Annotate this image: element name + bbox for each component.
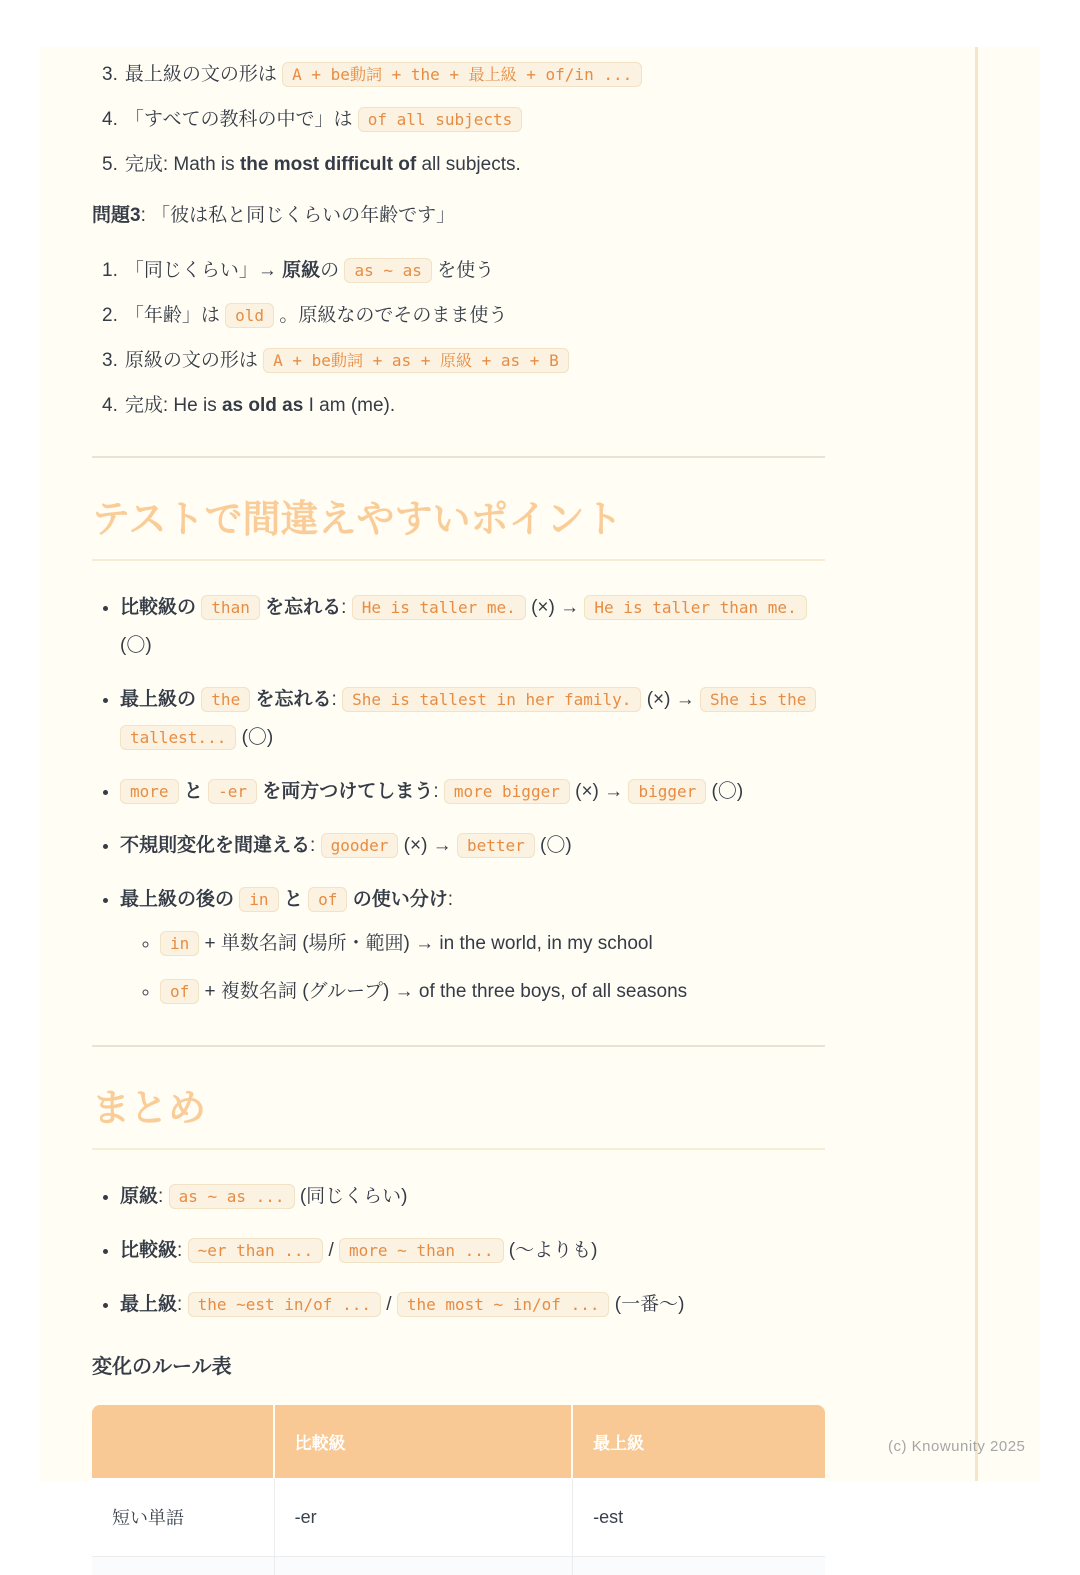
bold-text: 問題3 — [92, 205, 141, 226]
copyright-watermark: (c) Knowunity 2025 — [888, 1438, 1026, 1455]
bullet-item — [120, 1178, 825, 1216]
table-cell: -er — [275, 1478, 574, 1557]
bold-text: 原級 — [120, 1186, 159, 1207]
text-run: 完成: He is — [124, 395, 222, 416]
bold-text: の使い分け — [352, 889, 448, 910]
code-chip: A + be動詞 + the + 最上級 + of/in ... — [282, 62, 642, 87]
table-header-row — [92, 1405, 825, 1478]
text-run: 「同じくらい」→ — [124, 260, 283, 281]
rich-line — [125, 154, 521, 175]
bold-text: 最上級の — [120, 689, 197, 710]
text-run: (×) → — [398, 835, 457, 856]
code-chip: in — [239, 887, 278, 912]
list-number: 2. — [102, 305, 118, 326]
list-item — [102, 59, 825, 91]
list-number: 1. — [102, 260, 118, 281]
bold-text: 比較級 — [120, 1240, 178, 1261]
code-chip: the — [201, 687, 250, 712]
code-chip: old — [225, 303, 274, 328]
bullet-item — [120, 589, 825, 665]
table-cell: 短い単語 — [92, 1478, 275, 1557]
table-cell — [92, 1557, 275, 1575]
text-run: 最上級の文の形は — [124, 64, 283, 85]
text-run: (〇) — [706, 781, 744, 802]
bullet-item — [120, 681, 825, 757]
text-run: の — [320, 260, 345, 281]
text-run: を使う — [431, 260, 495, 281]
code-chip: more — [120, 779, 179, 804]
bullet-item — [120, 1286, 825, 1324]
page-margin-line — [975, 47, 978, 1481]
rich-line — [125, 350, 569, 371]
mistakes-section-title: テストで間違えやすいポイント — [92, 488, 825, 561]
rich-line — [125, 109, 522, 130]
rich-line — [120, 889, 453, 910]
summary-list — [92, 1178, 825, 1324]
text-run: : — [310, 835, 321, 856]
text-run: + 複数名詞 (グループ) → of the three boys, of all seasons — [199, 981, 688, 1002]
text-run: (〇) — [534, 835, 572, 856]
text-run: (×) → — [525, 597, 585, 618]
code-chip: A + be動詞 + as + 原級 + as + B — [263, 348, 569, 373]
table-header-cell — [92, 1405, 275, 1478]
bold-text: 原級 — [282, 260, 321, 281]
sub-bullet-item — [160, 973, 825, 1011]
bold-text: を忘れる — [255, 689, 332, 710]
table-row-clipped — [92, 1557, 825, 1575]
code-chip: the most ~ in/of ... — [397, 1292, 610, 1317]
rules-table-title: 変化のルール表 — [92, 1356, 232, 1378]
list-item — [102, 345, 825, 377]
list-item — [102, 149, 825, 181]
code-chip: He is taller me. — [352, 595, 526, 620]
bold-text: 最上級 — [120, 1294, 178, 1315]
text-run: (〜よりも) — [503, 1240, 598, 1261]
bullet-item — [120, 773, 825, 811]
summary-section-title: まとめ — [92, 1077, 825, 1150]
table-cell: -est — [573, 1478, 825, 1557]
text-run: 原級の文の形は — [124, 350, 264, 371]
code-chip: She is tallest in her family. — [342, 687, 641, 712]
text-run: (×) → — [569, 781, 629, 802]
text-run: all subjects. — [416, 154, 521, 175]
document-page — [40, 47, 1040, 1528]
text-run: (同じくらい) — [294, 1186, 408, 1207]
bold-text: as old as — [221, 395, 304, 416]
code-chip: of all subjects — [358, 107, 523, 132]
list-item — [102, 390, 825, 422]
code-chip: more ~ than ... — [339, 1238, 504, 1263]
text-run: : — [433, 781, 444, 802]
code-chip: He is taller than me. — [584, 595, 806, 620]
list-number: 3. — [102, 64, 118, 85]
section-divider — [92, 456, 825, 458]
bold-text: 比較級の — [120, 597, 197, 618]
code-chip: as ~ as ... — [169, 1184, 295, 1209]
rich-line — [125, 395, 395, 416]
code-chip: of — [308, 887, 347, 912]
bold-text: と — [183, 781, 203, 802]
table-header-cell: 比較級 — [275, 1405, 574, 1478]
document-content — [40, 47, 825, 1575]
text-run: : 「彼は私と同じくらいの年齢です」 — [140, 205, 456, 226]
text-run: : — [331, 689, 343, 710]
text-run: 「年齢」は — [124, 305, 226, 326]
code-chip: bigger — [628, 779, 706, 804]
rules-table — [92, 1405, 825, 1575]
rich-line — [125, 305, 507, 326]
bullet-item — [120, 1232, 825, 1270]
mistakes-list — [92, 589, 825, 1011]
bold-text: 不規則変化を間違える — [120, 835, 311, 856]
bold-text: the most difficult of — [239, 154, 417, 175]
code-chip: as ~ as — [344, 258, 431, 283]
list-number: 5. — [102, 154, 118, 175]
rich-line — [125, 64, 642, 85]
bold-text: を忘れる — [265, 597, 342, 618]
sub-bullet-item — [160, 925, 825, 963]
problem3-steps-list — [92, 255, 825, 422]
text-run: + 単数名詞 (場所・範囲) → in the world, in my school — [199, 933, 653, 954]
code-chip: ~er than ... — [188, 1238, 324, 1263]
text-run: 「すべての教科の中で」は — [124, 109, 358, 130]
list-number: 4. — [102, 395, 118, 416]
text-run: I am (me). — [303, 395, 396, 416]
text-run: (〇) — [120, 635, 152, 656]
code-chip: in — [160, 931, 199, 956]
table-cell — [573, 1557, 825, 1575]
text-run: : — [447, 889, 453, 910]
table-header-cell: 最上級 — [573, 1405, 825, 1478]
list-number: 3. — [102, 350, 118, 371]
superlative-steps-list — [92, 59, 825, 181]
problem3-heading — [92, 201, 825, 231]
list-item — [102, 104, 825, 136]
list-item — [102, 255, 825, 287]
text-run: 完成: Math is — [124, 154, 240, 175]
bold-text: を両方つけてしまう — [262, 781, 434, 802]
code-chip: more bigger — [444, 779, 570, 804]
text-run: : — [177, 1294, 188, 1315]
text-run: / — [380, 1294, 397, 1315]
text-run: (〇) — [236, 727, 274, 748]
text-run: (×) → — [641, 689, 701, 710]
text-run: : — [177, 1240, 188, 1261]
table-row — [92, 1478, 825, 1557]
list-item — [102, 300, 825, 332]
text-run: : — [158, 1186, 169, 1207]
usage-sub-list — [120, 925, 825, 1011]
text-run: (一番〜) — [609, 1294, 685, 1315]
code-chip: gooder — [321, 833, 399, 858]
code-chip: -er — [208, 779, 257, 804]
bold-text: と — [283, 889, 303, 910]
code-chip: the ~est in/of ... — [188, 1292, 381, 1317]
section-divider — [92, 1045, 825, 1047]
list-number: 4. — [102, 109, 118, 130]
code-chip: She is the tallest... — [120, 687, 816, 750]
bullet-item — [120, 881, 825, 1011]
code-chip: than — [201, 595, 260, 620]
table-cell — [275, 1557, 574, 1575]
bold-text: 最上級の後の — [120, 889, 235, 910]
code-chip: of — [160, 979, 199, 1004]
text-run: / — [323, 1240, 340, 1261]
bullet-item — [120, 827, 825, 865]
text-run: 。原級なのでそのまま使う — [274, 305, 508, 326]
code-chip: better — [457, 833, 535, 858]
rich-line — [125, 260, 494, 281]
text-run: : — [341, 597, 352, 618]
